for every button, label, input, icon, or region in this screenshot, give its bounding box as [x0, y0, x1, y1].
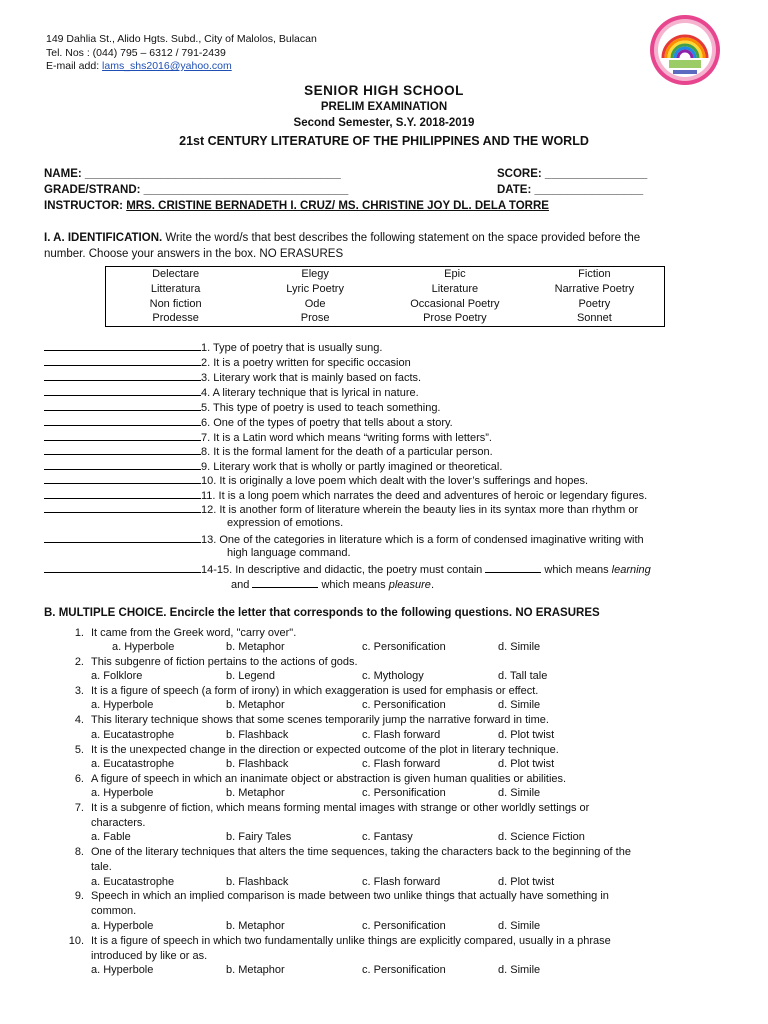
word-box-cell: Prose Poetry — [423, 312, 487, 325]
identification-item — [44, 355, 411, 371]
choice-d[interactable]: d. Plot twist — [498, 729, 555, 741]
subject-title: 21st CENTURY LITERATURE OF THE PHILIPPINES AND THE WORLD — [179, 134, 589, 148]
item-text: 6. One of the types of poetry that tells about a story. — [201, 417, 453, 429]
identification-item — [44, 473, 588, 489]
instructor-line — [44, 200, 549, 212]
item-text: 5. This type of poetry is used to teach something. — [201, 402, 441, 414]
question-continuation: characters. — [91, 817, 146, 829]
choice-a[interactable]: a. Hyperbole — [112, 641, 175, 653]
question-number: 7. — [74, 802, 84, 814]
item-text: which means — [318, 579, 389, 591]
section-a-instruction-line2: number. Choose your answers in the box. NO ERASURES — [44, 248, 344, 260]
item-text: and — [231, 579, 253, 591]
question-text: One of the literary techniques that alters the time sequences, taking the characters back to the beginning of the — [91, 846, 631, 858]
answer-blank[interactable] — [44, 473, 201, 484]
identification-item — [44, 502, 638, 518]
answer-blank[interactable] — [44, 385, 201, 396]
section-a-instruction-text: Write the word/s that best describes the following statement on the space provided before the — [162, 232, 641, 244]
answer-blank[interactable] — [252, 577, 318, 588]
question-number: 2. — [74, 656, 84, 668]
address-line: 149 Dahlia St., Alido Hgts. Subd., City of Malolos, Bulacan — [46, 33, 317, 45]
question-text: This subgenre of fiction pertains to the actions of gods. — [91, 656, 358, 668]
score-field[interactable]: SCORE: ________________ — [497, 168, 648, 180]
item-text: 2. It is a poetry written for specific occasion — [201, 357, 411, 369]
question-number: 3. — [74, 685, 84, 697]
identification-item — [44, 532, 644, 548]
identification-item — [44, 444, 493, 460]
question-number: 4. — [74, 714, 84, 726]
item-continuation — [231, 577, 434, 591]
choice-d[interactable]: d. Tall tale — [498, 670, 548, 682]
answer-blank[interactable] — [44, 400, 201, 411]
word-box-cell: Literature — [431, 282, 479, 295]
word-box-cell: Litteratura — [150, 282, 201, 295]
item-continuation: expression of emotions. — [227, 517, 344, 529]
choice-d[interactable]: d. Science Fiction — [498, 831, 585, 843]
word-box-row — [106, 282, 665, 297]
item-text: 14-15. In descriptive and didactic, the poetry must contain — [201, 564, 486, 576]
choice-c[interactable]: c. Flash forward — [362, 758, 441, 770]
word-box-cell: Lyric Poetry — [286, 282, 344, 295]
choice-d[interactable]: d. Simile — [498, 641, 541, 653]
answer-blank[interactable] — [44, 415, 201, 426]
identification-item — [44, 340, 382, 356]
question-continuation: introduced by like or as. — [91, 950, 208, 962]
school-title: SENIOR HIGH SCHOOL — [304, 83, 464, 98]
question-number: 1. — [74, 627, 84, 639]
question-text: It came from the Greek word, "carry over". — [91, 627, 297, 639]
item-text: 9. Literary work that is wholly or partly imagined or theoretical. — [201, 461, 503, 473]
word-box-cell: Prodesse — [152, 312, 199, 325]
question-number: 8. — [74, 846, 84, 858]
date-field[interactable]: DATE: _________________ — [497, 184, 644, 196]
item-text: pleasure — [388, 579, 431, 591]
name-field[interactable]: NAME: ________________________________________ — [44, 168, 341, 180]
choice-a[interactable]: a. Fable — [91, 831, 131, 843]
choice-d[interactable]: d. Plot twist — [498, 758, 555, 770]
answer-blank[interactable] — [44, 355, 201, 366]
section-b-heading: B. MULTIPLE CHOICE. Encircle the letter that corresponds to the following questions. NO ERASURES — [44, 607, 600, 619]
school-address — [46, 33, 317, 74]
word-box-cell: Narrative Poetry — [554, 282, 635, 295]
choice-c[interactable]: c. Personification — [362, 641, 446, 653]
question-text: This literary technique shows that some scenes temporarily jump the narrative forward in time. — [91, 714, 549, 726]
identification-item — [44, 400, 441, 416]
question-number: 5. — [74, 744, 84, 756]
choice-b[interactable]: b. Metaphor — [226, 920, 285, 932]
choice-c[interactable]: c. Mythology — [362, 670, 424, 682]
question-number: 6. — [74, 773, 84, 785]
question-text: A figure of speech in which an inanimate object or abstraction is given human qualities or abilities. — [91, 773, 567, 785]
identification-item — [44, 562, 651, 578]
choice-b[interactable]: b. Flashback — [226, 758, 289, 770]
word-box-cell: Epic — [444, 268, 466, 280]
question-text: Speech in which an implied comparison is made between two unlike things that actually have something in — [91, 890, 609, 902]
answer-blank[interactable] — [44, 459, 201, 470]
choice-b[interactable]: b. Metaphor — [226, 641, 285, 653]
item-text: 7. It is a Latin word which means “writing forms with letters”. — [201, 432, 492, 444]
choice-d[interactable]: d. Plot twist — [498, 876, 555, 888]
choice-b[interactable]: b. Legend — [226, 670, 275, 682]
word-box-cell: Prose — [300, 312, 330, 325]
question-text: It is the unexpected change in the direction or expected outcome of the plot in literary technique. — [91, 744, 559, 756]
item-text: learning — [611, 564, 651, 576]
word-box-cell: Ode — [304, 297, 326, 310]
item-text: 8. It is the formal lament for the death of a particular person. — [201, 446, 493, 458]
answer-blank[interactable] — [44, 444, 201, 455]
word-box-cell: Non fiction — [149, 297, 202, 310]
word-box-row — [106, 297, 665, 312]
choice-a[interactable]: a. Folklore — [91, 670, 143, 682]
answer-blank[interactable] — [44, 340, 201, 351]
question-text: It is a figure of speech (a form of irony) in which exaggeration is used for emphasis or effect. — [91, 685, 539, 697]
choice-c[interactable]: c. Flash forward — [362, 729, 441, 741]
choice-a[interactable]: a. Eucatastrophe — [91, 876, 175, 888]
email-line — [46, 60, 317, 74]
choice-d[interactable]: d. Simile — [498, 699, 541, 711]
word-box-cell: Poetry — [578, 297, 611, 310]
answer-blank[interactable] — [44, 370, 201, 381]
email-link[interactable]: lams_shs2016@yahoo.com — [102, 60, 232, 72]
section-a-heading: I. A. IDENTIFICATION. — [44, 232, 163, 244]
choice-c[interactable]: c. Personification — [362, 787, 446, 799]
choice-b[interactable]: b. Flashback — [226, 876, 289, 888]
question-text: It is a subgenre of fiction, which means forming mental images with strange or other worldly settings or — [91, 802, 590, 814]
choice-c[interactable]: c. Flash forward — [362, 876, 441, 888]
word-box-cell: Fiction — [578, 268, 611, 280]
answer-blank[interactable] — [44, 562, 201, 573]
word-box-cell: Elegy — [301, 268, 329, 280]
item-text: 13. One of the categories in literature which is a form of condensed imaginative writing with — [201, 534, 644, 546]
choice-b[interactable]: b. Metaphor — [226, 787, 285, 799]
word-box-row — [106, 311, 665, 326]
answer-blank[interactable] — [44, 502, 201, 513]
instructor-names: MRS. CRISTINE BERNADETH I. CRUZ/ MS. CHRISTINE JOY DL. DELA TORRE — [126, 200, 549, 212]
question-continuation: tale. — [91, 861, 112, 873]
answer-blank[interactable] — [44, 488, 201, 499]
item-text: 10. It is originally a love poem which dealt with the lover’s sufferings and hopes. — [201, 475, 589, 487]
choice-c[interactable]: c. Personification — [362, 920, 446, 932]
identification-item — [44, 370, 421, 386]
item-text: . — [430, 579, 434, 591]
exam-title: PRELIM EXAMINATION — [320, 101, 448, 113]
choice-a[interactable]: a. Eucatastrophe — [91, 758, 175, 770]
question-continuation: common. — [91, 905, 137, 917]
choice-a[interactable]: a. Hyperbole — [91, 787, 154, 799]
choice-c[interactable]: c. Fantasy — [362, 831, 413, 843]
instructor-label: INSTRUCTOR: — [44, 200, 127, 212]
identification-item — [44, 385, 419, 401]
choice-a[interactable]: a. Hyperbole — [91, 964, 154, 976]
phone-line: Tel. Nos : (044) 795 – 6312 / 791-2439 — [46, 46, 226, 59]
section-a-instruction — [44, 231, 640, 246]
choice-b[interactable]: b. Fairy Tales — [226, 831, 292, 843]
item-continuation: high language command. — [227, 547, 351, 559]
word-box-cell: Delectare — [152, 268, 200, 280]
choice-c[interactable]: c. Personification — [362, 699, 446, 711]
choice-d[interactable]: d. Simile — [498, 787, 541, 799]
choice-d[interactable]: d. Simile — [498, 964, 541, 976]
choice-c[interactable]: c. Personification — [362, 964, 446, 976]
choice-b[interactable]: b. Metaphor — [226, 964, 285, 976]
answer-blank[interactable] — [485, 562, 541, 573]
question-number: 10. — [68, 935, 84, 947]
choice-a[interactable]: a. Eucatastrophe — [91, 729, 175, 741]
email-label: E-mail add: — [46, 60, 103, 72]
semester-title: Second Semester, S.Y. 2018-2019 — [293, 117, 475, 129]
choice-d[interactable]: d. Simile — [498, 920, 541, 932]
choice-a[interactable]: a. Hyperbole — [91, 699, 154, 711]
word-box-cell: Sonnet — [576, 312, 612, 325]
item-text: 3. Literary work that is mainly based on facts. — [201, 372, 422, 384]
word-box-cell: Occasional Poetry — [410, 297, 500, 310]
item-text: which means — [541, 564, 612, 576]
item-text: 1. Type of poetry that is usually sung. — [201, 342, 383, 354]
choice-b[interactable]: b. Flashback — [226, 729, 289, 741]
answer-blank[interactable] — [44, 430, 201, 441]
identification-item — [44, 415, 453, 431]
word-box — [105, 266, 665, 327]
choice-b[interactable]: b. Metaphor — [226, 699, 285, 711]
item-text: 4. A literary technique that is lyrical in nature. — [201, 387, 419, 399]
school-logo-icon — [649, 14, 721, 86]
item-text: 12. It is another form of literature wherein the beauty lies in its syntax more than rhythm or — [201, 504, 639, 516]
item-text: 11. It is a long poem which narrates the deed and adventures of heroic or legendary figures. — [201, 490, 648, 502]
answer-blank[interactable] — [44, 532, 201, 543]
choice-a[interactable]: a. Hyperbole — [91, 920, 154, 932]
question-number: 9. — [74, 890, 84, 902]
question-text: It is a figure of speech in which two fundamentally unlike things are explicitly compared, usually in a phrase — [91, 935, 611, 947]
word-box-row — [106, 267, 665, 282]
grade-strand-field[interactable]: GRADE/STRAND: ________________________________ — [44, 184, 349, 196]
